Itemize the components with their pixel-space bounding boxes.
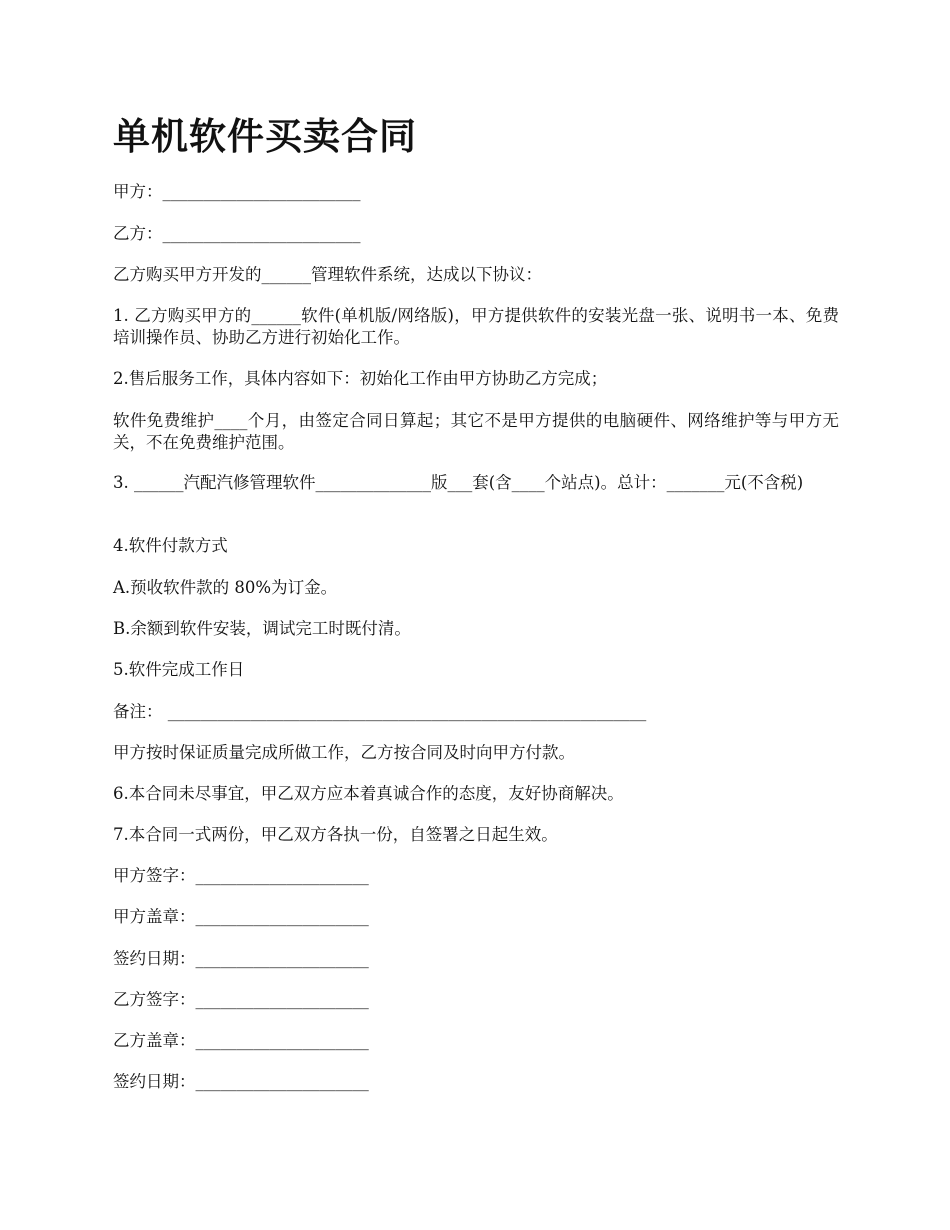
- clause-5: 5.软件完成工作日: [113, 660, 245, 679]
- clause-2: 2.售后服务工作，具体内容如下：初始化工作由甲方协助乙方完成；: [113, 369, 608, 388]
- clause-4: 4.软件付款方式: [113, 536, 228, 555]
- party-a-seal: 甲方盖章：_____________________: [113, 907, 369, 926]
- party-a-line: 甲方：________________________: [113, 182, 361, 201]
- clause-2-maintenance: 软件免费维护____个月，由签定合同日算起；其它不是甲方提供的电脑硬件、网络维护等与甲方无关，不在免费维护范围。: [113, 411, 839, 452]
- clause-7: 7.本合同一式两份，甲乙双方各执一份，自签署之日起生效。: [113, 825, 558, 844]
- remarks-line: 备注： __________________________________________________________: [113, 702, 647, 721]
- party-b-line: 乙方：________________________: [113, 224, 361, 243]
- party-b-signature: 乙方签字：_____________________: [113, 990, 369, 1009]
- intro-paragraph: 乙方购买甲方开发的______管理软件系统，达成以下协议：: [113, 265, 542, 284]
- party-b-seal: 乙方盖章：_____________________: [113, 1031, 369, 1050]
- party-b-sign-date: 签约日期：_____________________: [113, 1072, 369, 1091]
- clause-4-a: A.预收软件款的 80%为订金。: [113, 578, 338, 597]
- quality-statement: 甲方按时保证质量完成所做工作，乙方按合同及时向甲方付款。: [113, 743, 575, 762]
- clause-4-b: B.余额到软件安装，调试完工时既付清。: [113, 619, 411, 638]
- clause-6: 6.本合同未尽事宜，甲乙双方应本着真诚合作的态度，友好协商解决。: [113, 784, 624, 803]
- clause-1: 1. 乙方购买甲方的______软件(单机版/网络版)，甲方提供软件的安装光盘一张、说明书一本、免费培训操作员、协助乙方进行初始化工作。: [113, 306, 839, 347]
- party-a-signature: 甲方签字：_____________________: [113, 866, 369, 885]
- party-a-sign-date: 签约日期：_____________________: [113, 949, 369, 968]
- document-title: 单机软件买卖合同: [113, 114, 417, 158]
- clause-3: 3. ______汽配汽修管理软件______________版___套(含____个站点)。总计：_______元(不含税): [113, 473, 804, 492]
